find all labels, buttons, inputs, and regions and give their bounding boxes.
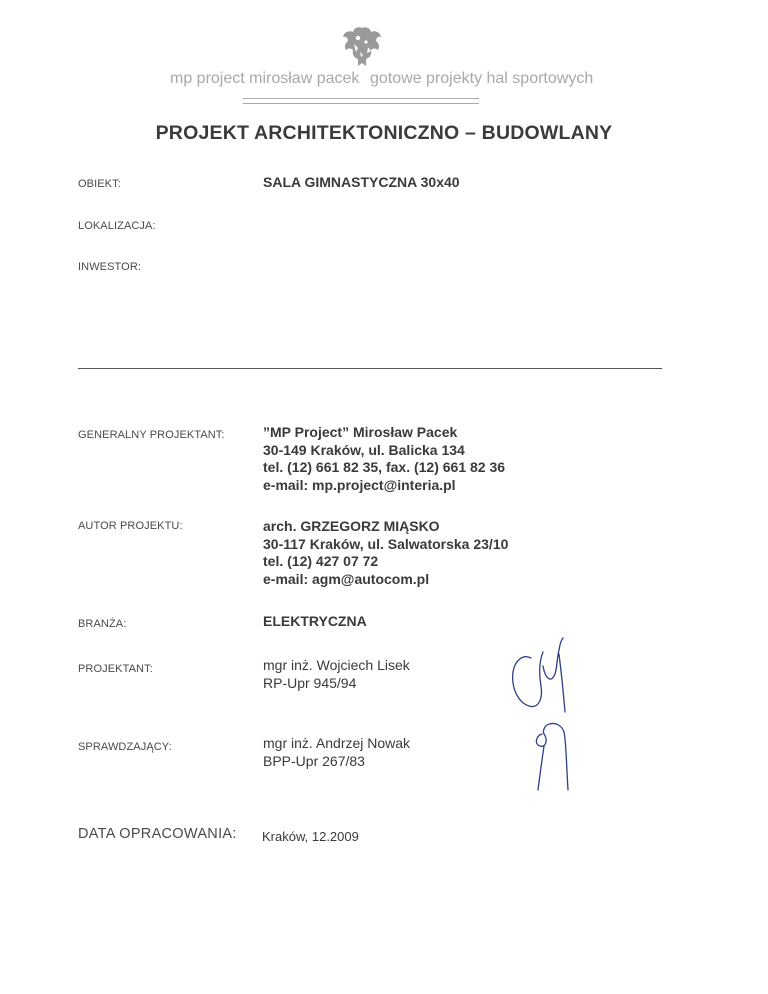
autor-projektu-block [263, 518, 508, 588]
data-opracowania-value: Kraków, 12.2009 [262, 829, 359, 844]
autor-projektu-line: e-mail: agm@autocom.pl [263, 570, 430, 587]
generalny-projektant-label: GENERALNY PROJEKTANT: [78, 429, 225, 441]
branza-value: ELEKTRYCZNA [263, 613, 367, 629]
document-title: PROJEKT ARCHITEKTONICZNO – BUDOWLANY [155, 122, 613, 144]
branza-label: BRANŻA: [78, 618, 127, 630]
generalny-projektant-line: 30-149 Kraków, ul. Balicka 134 [263, 441, 465, 458]
company-tagline: gotowe projekty hal sportowych [370, 70, 594, 87]
projektant-name: mgr inż. Wojciech Lisek [263, 657, 410, 673]
header-rule [243, 98, 479, 104]
signature-sprawdzajacy [520, 716, 580, 796]
lokalizacja-label: LOKALIZACJA: [78, 220, 156, 232]
generalny-projektant-line: e-mail: mp.project@interia.pl [263, 476, 456, 493]
obiekt-value: SALA GIMNASTYCZNA 30x40 [263, 174, 460, 190]
obiekt-label: OBIEKT: [78, 178, 121, 190]
generalny-projektant-block [263, 424, 505, 494]
sprawdzajacy-block [263, 735, 410, 770]
data-opracowania-label: DATA OPRACOWANIA: [78, 826, 237, 842]
generalny-projektant-line: tel. (12) 661 82 35, fax. (12) 661 82 36 [263, 459, 506, 475]
signature-projektant [505, 636, 575, 720]
projektant-license: RP-Upr 945/94 [263, 674, 357, 691]
sprawdzajacy-name: mgr inż. Andrzej Nowak [263, 735, 411, 751]
autor-projektu-line: 30-117 Kraków, ul. Salwatorska 23/10 [263, 535, 509, 552]
generalny-projektant-line: ”MP Project” Mirosław Pacek [263, 424, 458, 440]
section-divider [78, 368, 662, 369]
autor-projektu-label: AUTOR PROJEKTU: [78, 520, 183, 532]
sprawdzajacy-label: SPRAWDZAJĄCY: [78, 741, 172, 753]
sprawdzajacy-license: BPP-Upr 267/83 [263, 752, 365, 769]
eagle-logo-icon [336, 22, 388, 72]
inwestor-label: INWESTOR: [78, 261, 142, 273]
autor-projektu-line: tel. (12) 427 07 72 [263, 553, 379, 569]
company-name: mp project mirosław pacek [170, 70, 360, 87]
autor-projektu-line: arch. GRZEGORZ MIĄSKO [263, 518, 440, 534]
projektant-label: PROJEKTANT: [78, 663, 153, 675]
projektant-block [263, 657, 410, 692]
